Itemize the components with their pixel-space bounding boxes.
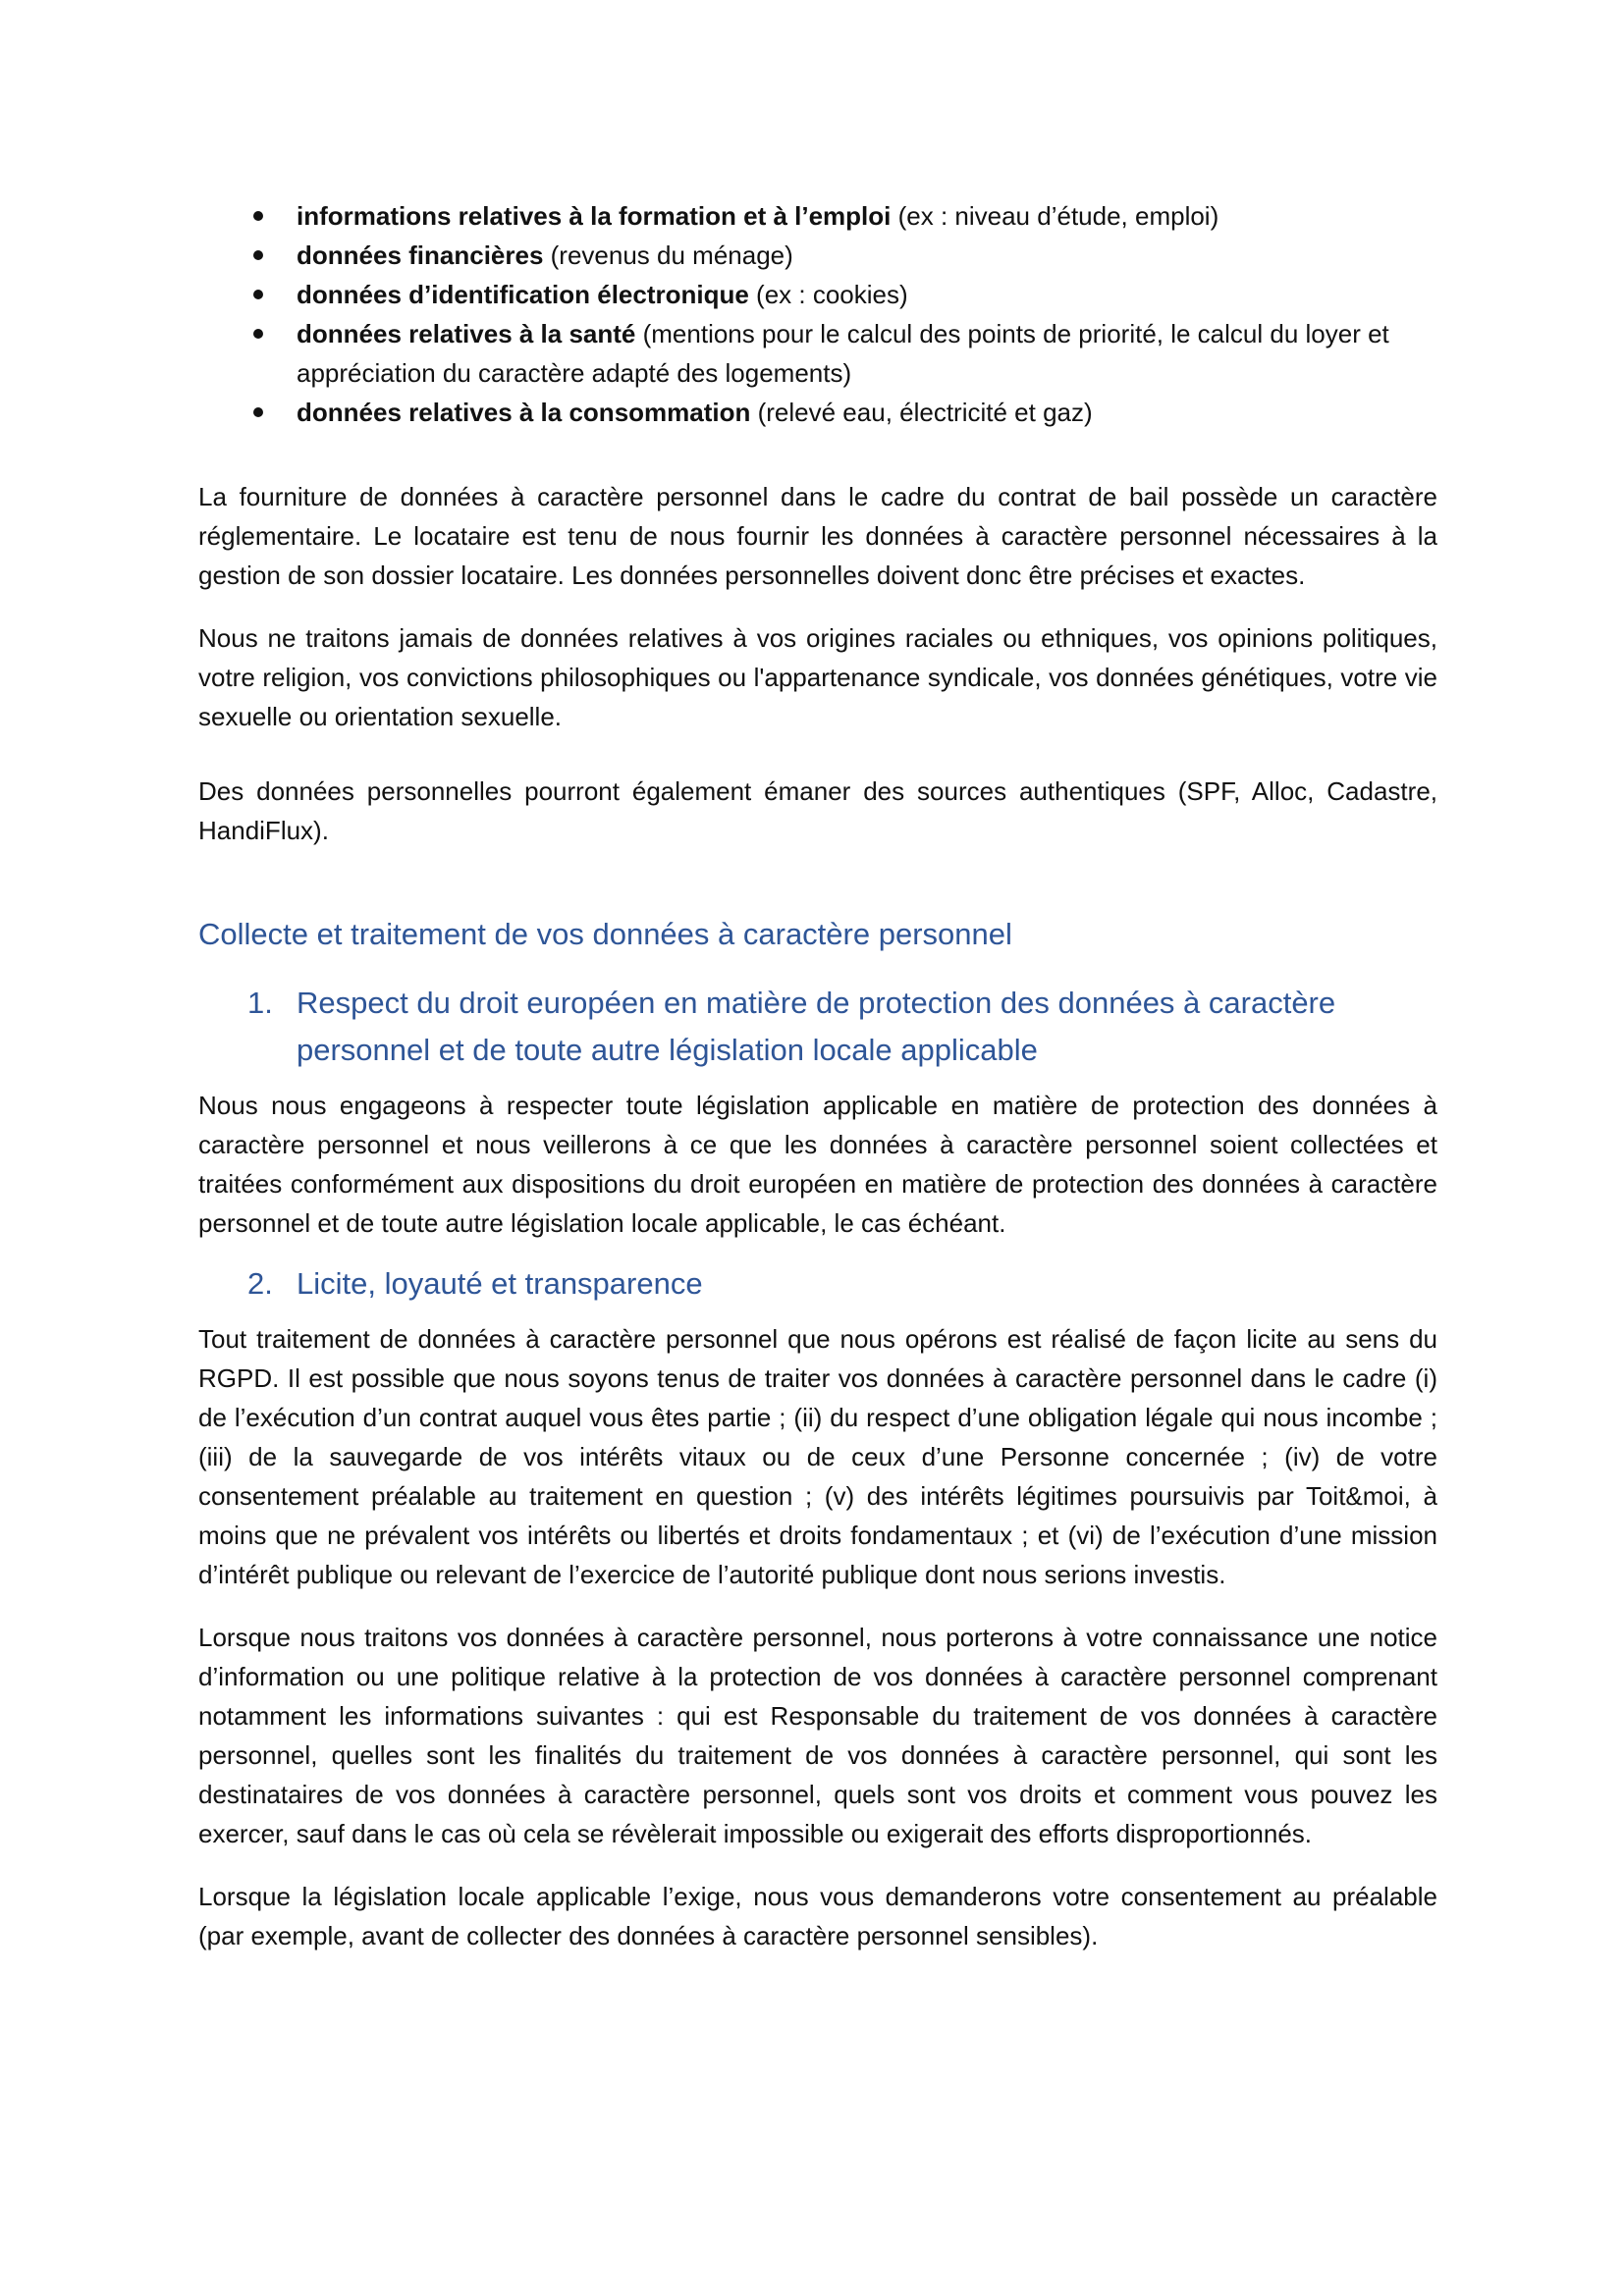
page-content — [198, 196, 1437, 1955]
list-item-detail: (ex : cookies) — [748, 280, 908, 309]
bullet-icon — [253, 211, 263, 221]
paragraph-lease-data: La fourniture de données à caractère personnel dans le cadre du contrat de bail possède un caractère réglementaire. Le locataire est tenu de nous fournir les données à caractère personnel nécessaires à la gestion de son dossier locataire. Les données personnelles doivent donc être précises et exactes. — [198, 482, 1437, 590]
list-item — [198, 393, 1437, 432]
paragraph-sensitive-data: Nous ne traitons jamais de données relatives à vos origines raciales ou ethniques, vos opinions politiques, votre religion, vos convictions philosophiques ou l'appartenance syndicale, vos données génétiques, votre vie sexuelle ou orientation sexuelle. — [198, 623, 1437, 731]
list-item-detail: (mentions pour le calcul des points de priorité, le calcul du loyer et appréciation du caractère adapté des logements) — [297, 319, 1389, 388]
subsection-title: Respect du droit européen en matière de protection des données à caractère personnel et de toute autre législation locale applicable — [297, 986, 1336, 1067]
list-item-bold: données relatives à la consommation — [297, 398, 751, 427]
subsection-number: 2. — [247, 1266, 273, 1301]
paragraph-consent: Lorsque la législation locale applicable l’exige, nous vous demanderons votre consentement au préalable (par exemple, avant de collecter des données à caractère personnel sensibles). — [198, 1882, 1437, 1950]
list-item — [198, 236, 1437, 275]
subsection-heading-2 — [198, 1260, 1437, 1308]
subsection-number: 1. — [247, 986, 273, 1020]
data-categories-list — [198, 196, 1437, 432]
paragraph-authentic-sources: Des données personnelles pourront également émaner des sources authentiques (SPF, Alloc, Cadastre, HandiFlux). — [198, 776, 1437, 845]
bullet-icon — [253, 407, 263, 417]
list-item — [198, 275, 1437, 314]
paragraph-eu-law: Nous nous engageons à respecter toute législation applicable en matière de protection des données à caractère personnel et nous veillerons à ce que les données à caractère personnel soient collectées et traitées conformément aux dispositions du droit européen en matière de protection des données à caractère personnel et de toute autre législation locale applicable, le cas échéant. — [198, 1091, 1437, 1238]
bullet-icon — [253, 329, 263, 339]
paragraph-lawfulness: Tout traitement de données à caractère personnel que nous opérons est réalisé de façon licite au sens du RGPD. Il est possible que nous soyons tenus de traiter vos données à caractère personnel dans le cadre (i) de l’exécution d’un contrat auquel vous êtes partie ; (ii) du respect d’une obligation légale qui nous incombe ; (iii) de la sauvegarde de vos intérêts vitaux ou de ceux d’une Personne concernée ; (iv) de votre consentement préalable au traitement en question ; (v) des intérêts légitimes poursuivis par Toit&moi, à moins que ne prévalent vos intérêts ou libertés et droits fondamentaux ; et (vi) de l’exécution d’une mission d’intérêt publique ou relevant de l’exercice de l’autorité publique dont nous serions investis. — [198, 1324, 1437, 1589]
list-item-bold: données relatives à la santé — [297, 319, 636, 348]
paragraph-information-notice: Lorsque nous traitons vos données à caractère personnel, nous porterons à votre connaissance une notice d’information ou une politique relative à la protection de vos données à caractère personnel comprenant notamment les informations suivantes : qui est Responsable du traitement de vos données à caractère personnel, quelles sont les finalités du traitement de vos données à caractère personnel, qui sont les destinataires de vos données à caractère personnel, quels sont vos droits et comment vous pouvez les exercer, sauf dans le cas où cela se révèlerait impossible ou exigerait des efforts disproportionnés. — [198, 1623, 1437, 1848]
list-item-bold: données d’identification électronique — [297, 280, 749, 309]
subsection-heading-1 — [198, 980, 1437, 1074]
list-item-detail: (revenus du ménage) — [543, 240, 793, 270]
list-item-detail: (ex : niveau d’étude, emploi) — [891, 201, 1219, 231]
subsection-title: Licite, loyauté et transparence — [297, 1266, 703, 1301]
bullet-icon — [253, 290, 263, 299]
list-item — [198, 314, 1437, 393]
list-item-bold: données financières — [297, 240, 544, 270]
list-item — [198, 196, 1437, 236]
bullet-icon — [253, 250, 263, 260]
list-item-detail: (relevé eau, électricité et gaz) — [750, 398, 1093, 427]
list-item-bold: informations relatives à la formation et à l’emploi — [297, 201, 892, 231]
section-heading: Collecte et traitement de vos données à caractère personnel — [198, 917, 1012, 951]
